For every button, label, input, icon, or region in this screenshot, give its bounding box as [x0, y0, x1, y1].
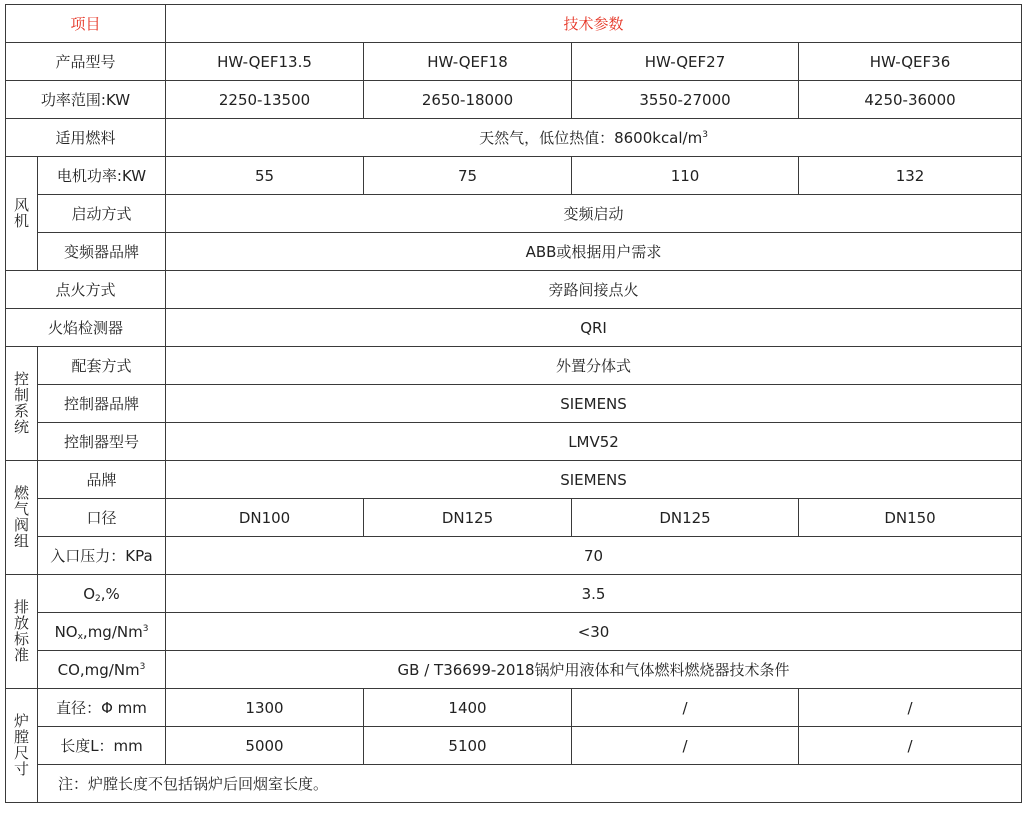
- gas-diameter-value-4: DN150: [799, 499, 1022, 537]
- header-params-cell: [166, 5, 1022, 43]
- furnace-diameter-value-3: /: [572, 689, 799, 727]
- emission-group-text: 排放标准: [14, 598, 30, 664]
- fan-motor-row: [6, 157, 1022, 195]
- furnace-note: 注：炉膛长度不包括锅炉后回烟室长度。: [38, 765, 1022, 803]
- emission-co-label-sup: 3: [139, 661, 146, 672]
- furnace-length-value-1: 5000: [166, 727, 364, 765]
- ignition-row: [6, 271, 1022, 309]
- gas-diameter-value-2: DN125: [364, 499, 572, 537]
- fuel-label: 适用燃料: [6, 119, 166, 157]
- fan-inverter-row: [6, 233, 1022, 271]
- furnace-group-text: 炉膛尺寸: [14, 712, 30, 778]
- emission-o2-value: 3.5: [166, 575, 1022, 613]
- control-config-row: [6, 347, 1022, 385]
- gas-diameter-value-3: DN125: [572, 499, 799, 537]
- emission-nox-row: [6, 613, 1022, 651]
- flame-row: [6, 309, 1022, 347]
- power-value-4: 4250-36000: [799, 81, 1022, 119]
- furnace-note-row: [6, 765, 1022, 803]
- fan-start-row: [6, 195, 1022, 233]
- flame-label: 火焰检测器: [6, 309, 166, 347]
- fuel-row: [6, 119, 1022, 157]
- emission-nox-label-sub: x: [77, 631, 83, 642]
- fan-inverter-value: ABB或根据用户需求: [166, 233, 1022, 271]
- control-model-value: LMV52: [166, 423, 1022, 461]
- emission-o2-row: [6, 575, 1022, 613]
- fan-motor-value-1: 55: [166, 157, 364, 195]
- model-value-1: HW-QEF13.5: [166, 43, 364, 81]
- gas-brand-label: 品牌: [38, 461, 166, 499]
- fan-motor-value-4: 132: [799, 157, 1022, 195]
- emission-o2-label: [38, 575, 166, 613]
- furnace-length-label: 长度L：mm: [38, 727, 166, 765]
- fan-motor-label: 电机功率:KW: [38, 157, 166, 195]
- model-value-4: HW-QEF36: [799, 43, 1022, 81]
- emission-co-label-main: CO,mg/Nm: [57, 660, 140, 679]
- fan-group-text: 风机: [14, 196, 30, 230]
- gas-group-text: 燃气阀组: [14, 484, 30, 550]
- emission-o2-label-tail: ,%: [100, 584, 120, 603]
- control-model-row: [6, 423, 1022, 461]
- spec-table: [5, 4, 1022, 803]
- fan-motor-value-2: 75: [364, 157, 572, 195]
- control-group-text: 控制系统: [14, 370, 30, 436]
- control-brand-value: SIEMENS: [166, 385, 1022, 423]
- furnace-diameter-label: 直径：Φ mm: [38, 689, 166, 727]
- control-brand-label: 控制器品牌: [38, 385, 166, 423]
- furnace-diameter-value-1: 1300: [166, 689, 364, 727]
- fuel-value-text: 天然气，低位热值：8600kcal/m: [479, 128, 703, 147]
- header-params-label: 技术参数: [563, 14, 624, 33]
- emission-nox-label: [38, 613, 166, 651]
- power-value-3: 3550-27000: [572, 81, 799, 119]
- header-item-label: 项目: [70, 14, 101, 33]
- model-label: 产品型号: [6, 43, 166, 81]
- emission-nox-label-main: NO: [54, 622, 78, 641]
- fan-group-label: [6, 157, 38, 271]
- gas-pressure-row: [6, 537, 1022, 575]
- furnace-length-row: [6, 727, 1022, 765]
- control-config-label: 配套方式: [38, 347, 166, 385]
- power-label: 功率范围:KW: [6, 81, 166, 119]
- emission-group-label: [6, 575, 38, 689]
- gas-diameter-label: 口径: [38, 499, 166, 537]
- gas-pressure-label: 入口压力：KPa: [38, 537, 166, 575]
- gas-brand-value: SIEMENS: [166, 461, 1022, 499]
- flame-value: QRI: [166, 309, 1022, 347]
- model-row: [6, 43, 1022, 81]
- emission-nox-label-tail: ,mg/Nm: [82, 622, 143, 641]
- gas-diameter-row: [6, 499, 1022, 537]
- emission-co-row: [6, 651, 1022, 689]
- control-group-label: [6, 347, 38, 461]
- fan-motor-value-3: 110: [572, 157, 799, 195]
- gas-brand-row: [6, 461, 1022, 499]
- furnace-diameter-row: [6, 689, 1022, 727]
- furnace-length-value-2: 5100: [364, 727, 572, 765]
- fuel-value: [166, 119, 1022, 157]
- emission-nox-label-sup: 3: [142, 623, 149, 634]
- control-config-value: 外置分体式: [166, 347, 1022, 385]
- furnace-group-label: [6, 689, 38, 803]
- model-value-2: HW-QEF18: [364, 43, 572, 81]
- furnace-length-value-3: /: [572, 727, 799, 765]
- gas-group-label: [6, 461, 38, 575]
- fan-inverter-label: 变频器品牌: [38, 233, 166, 271]
- emission-o2-label-sub: 2: [95, 593, 101, 604]
- control-brand-row: [6, 385, 1022, 423]
- fan-start-label: 启动方式: [38, 195, 166, 233]
- model-value-3: HW-QEF27: [572, 43, 799, 81]
- fuel-value-sup: 3: [702, 129, 708, 140]
- gas-pressure-value: 70: [166, 537, 1022, 575]
- emission-o2-label-main: O: [83, 584, 96, 603]
- furnace-diameter-value-4: /: [799, 689, 1022, 727]
- emission-nox-value: <30: [166, 613, 1022, 651]
- power-row: [6, 81, 1022, 119]
- power-value-1: 2250-13500: [166, 81, 364, 119]
- fan-start-value: 变频启动: [166, 195, 1022, 233]
- gas-diameter-value-1: DN100: [166, 499, 364, 537]
- furnace-length-value-4: /: [799, 727, 1022, 765]
- furnace-diameter-value-2: 1400: [364, 689, 572, 727]
- ignition-label: 点火方式: [6, 271, 166, 309]
- ignition-value: 旁路间接点火: [166, 271, 1022, 309]
- header-item-cell: [6, 5, 166, 43]
- control-model-label: 控制器型号: [38, 423, 166, 461]
- power-value-2: 2650-18000: [364, 81, 572, 119]
- emission-co-label: [38, 651, 166, 689]
- emission-co-value: GB / T36699-2018锅炉用液体和气体燃料燃烧器技术条件: [166, 651, 1022, 689]
